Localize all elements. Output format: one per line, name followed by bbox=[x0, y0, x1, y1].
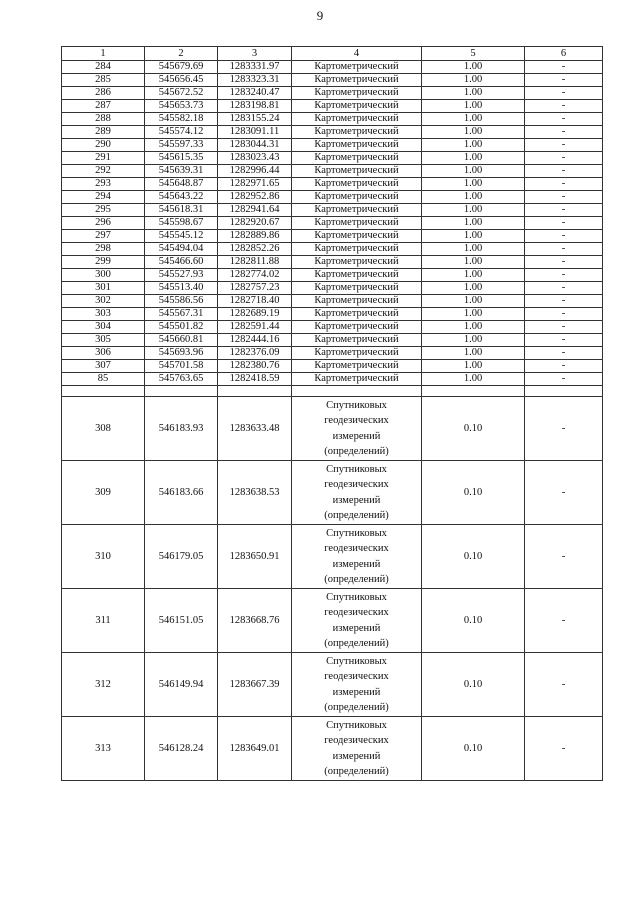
cell-point-number: 85 bbox=[62, 373, 145, 386]
cell-point-number: 297 bbox=[62, 230, 145, 243]
cell-note: - bbox=[525, 717, 603, 781]
cell-point-number: 310 bbox=[62, 525, 145, 589]
table-row bbox=[62, 334, 603, 347]
cell-method: Картометрический bbox=[292, 230, 422, 243]
cell-y-coordinate: 1283650.91 bbox=[218, 525, 292, 589]
cell-point-number: 312 bbox=[62, 653, 145, 717]
cell-x-coordinate: 546151.05 bbox=[145, 589, 218, 653]
cell-y-coordinate: 1282941.64 bbox=[218, 204, 292, 217]
cell-accuracy: 1.00 bbox=[422, 373, 525, 386]
cell-y-coordinate: 1283198.81 bbox=[218, 100, 292, 113]
cell-x-coordinate: 545513.40 bbox=[145, 282, 218, 295]
cell-accuracy: 1.00 bbox=[422, 100, 525, 113]
cell-point-number: 306 bbox=[62, 347, 145, 360]
cell-y-coordinate: 1282444.16 bbox=[218, 334, 292, 347]
cell-y-coordinate: 1282774.02 bbox=[218, 269, 292, 282]
cell-y-coordinate: 1282889.86 bbox=[218, 230, 292, 243]
table-row-blank bbox=[62, 386, 603, 397]
cell-point-number: 308 bbox=[62, 397, 145, 461]
cell-accuracy: 1.00 bbox=[422, 217, 525, 230]
cell-point-number: 294 bbox=[62, 191, 145, 204]
cell-note: - bbox=[525, 230, 603, 243]
cell-point-number: 305 bbox=[62, 334, 145, 347]
cell-note: - bbox=[525, 178, 603, 191]
table-row bbox=[62, 308, 603, 321]
cell-accuracy: 1.00 bbox=[422, 243, 525, 256]
cell-accuracy: 1.00 bbox=[422, 295, 525, 308]
cell-y-coordinate: 1283638.53 bbox=[218, 461, 292, 525]
cell-point-number: 295 bbox=[62, 204, 145, 217]
table-row bbox=[62, 178, 603, 191]
cell-accuracy: 0.10 bbox=[422, 717, 525, 781]
cell-method: Картометрический bbox=[292, 165, 422, 178]
table-row bbox=[62, 61, 603, 74]
table-row bbox=[62, 589, 603, 653]
cell-point-number: 284 bbox=[62, 61, 145, 74]
cell-x-coordinate: 545545.12 bbox=[145, 230, 218, 243]
cell-accuracy: 1.00 bbox=[422, 347, 525, 360]
table-row bbox=[62, 113, 603, 126]
cell-method bbox=[292, 653, 422, 717]
table-row bbox=[62, 256, 603, 269]
table-row bbox=[62, 230, 603, 243]
cell-accuracy: 1.00 bbox=[422, 165, 525, 178]
cell-x-coordinate: 545653.73 bbox=[145, 100, 218, 113]
table-row bbox=[62, 461, 603, 525]
cell-x-coordinate: 545494.04 bbox=[145, 243, 218, 256]
cell-y-coordinate: 1283023.43 bbox=[218, 152, 292, 165]
cell-point-number: 300 bbox=[62, 269, 145, 282]
cell-method: Картометрический bbox=[292, 373, 422, 386]
cell-x-coordinate: 545501.82 bbox=[145, 321, 218, 334]
table-row bbox=[62, 74, 603, 87]
cell-point-number: 301 bbox=[62, 282, 145, 295]
table-row bbox=[62, 269, 603, 282]
cell-note: - bbox=[525, 589, 603, 653]
cell-x-coordinate: 545679.69 bbox=[145, 61, 218, 74]
cell-empty bbox=[292, 386, 422, 397]
header-col-3: 3 bbox=[218, 47, 292, 61]
header-col-5: 5 bbox=[422, 47, 525, 61]
table-row bbox=[62, 243, 603, 256]
cell-note: - bbox=[525, 461, 603, 525]
cell-y-coordinate: 1283649.01 bbox=[218, 717, 292, 781]
header-col-1: 1 bbox=[62, 47, 145, 61]
cell-accuracy: 1.00 bbox=[422, 321, 525, 334]
cell-x-coordinate: 546128.24 bbox=[145, 717, 218, 781]
method-text: Спутниковых геодезических измерений (определений) bbox=[324, 463, 389, 521]
cell-accuracy: 1.00 bbox=[422, 178, 525, 191]
table-row bbox=[62, 653, 603, 717]
table-row bbox=[62, 525, 603, 589]
cell-y-coordinate: 1282920.67 bbox=[218, 217, 292, 230]
cell-x-coordinate: 545597.33 bbox=[145, 139, 218, 152]
cell-method: Картометрический bbox=[292, 191, 422, 204]
cell-note: - bbox=[525, 308, 603, 321]
table-row bbox=[62, 217, 603, 230]
method-text: Спутниковых геодезических измерений (определений) bbox=[324, 591, 389, 649]
cell-note: - bbox=[525, 152, 603, 165]
table-row bbox=[62, 204, 603, 217]
header-col-2: 2 bbox=[145, 47, 218, 61]
table-row bbox=[62, 87, 603, 100]
cell-note: - bbox=[525, 100, 603, 113]
method-text: Спутниковых геодезических измерений (определений) bbox=[324, 399, 389, 457]
cell-method: Картометрический bbox=[292, 100, 422, 113]
cell-note: - bbox=[525, 334, 603, 347]
cell-point-number: 289 bbox=[62, 126, 145, 139]
cell-point-number: 296 bbox=[62, 217, 145, 230]
cell-x-coordinate: 545648.87 bbox=[145, 178, 218, 191]
cell-x-coordinate: 545527.93 bbox=[145, 269, 218, 282]
cell-y-coordinate: 1282718.40 bbox=[218, 295, 292, 308]
cell-accuracy: 0.10 bbox=[422, 525, 525, 589]
cell-point-number: 309 bbox=[62, 461, 145, 525]
cell-note: - bbox=[525, 269, 603, 282]
cell-y-coordinate: 1282952.86 bbox=[218, 191, 292, 204]
cell-accuracy: 1.00 bbox=[422, 61, 525, 74]
table-row bbox=[62, 321, 603, 334]
cell-x-coordinate: 546183.93 bbox=[145, 397, 218, 461]
cell-point-number: 299 bbox=[62, 256, 145, 269]
cell-method: Картометрический bbox=[292, 217, 422, 230]
cell-method: Картометрический bbox=[292, 308, 422, 321]
cell-accuracy: 1.00 bbox=[422, 360, 525, 373]
table-row bbox=[62, 347, 603, 360]
method-text: Спутниковых геодезических измерений (определений) bbox=[324, 655, 389, 713]
cell-accuracy: 1.00 bbox=[422, 113, 525, 126]
cell-method: Картометрический bbox=[292, 282, 422, 295]
cell-x-coordinate: 546179.05 bbox=[145, 525, 218, 589]
cell-y-coordinate: 1282811.88 bbox=[218, 256, 292, 269]
cell-accuracy: 1.00 bbox=[422, 256, 525, 269]
cell-y-coordinate: 1282971.65 bbox=[218, 178, 292, 191]
cell-note: - bbox=[525, 525, 603, 589]
table-row bbox=[62, 295, 603, 308]
cell-accuracy: 1.00 bbox=[422, 152, 525, 165]
method-text: Спутниковых геодезических измерений (определений) bbox=[324, 527, 389, 585]
cell-y-coordinate: 1282852.26 bbox=[218, 243, 292, 256]
cell-point-number: 311 bbox=[62, 589, 145, 653]
table-row bbox=[62, 191, 603, 204]
cell-method: Картометрический bbox=[292, 295, 422, 308]
cell-method: Картометрический bbox=[292, 269, 422, 282]
cell-y-coordinate: 1282418.59 bbox=[218, 373, 292, 386]
cell-x-coordinate: 545574.12 bbox=[145, 126, 218, 139]
cell-note: - bbox=[525, 397, 603, 461]
cell-note: - bbox=[525, 347, 603, 360]
cell-note: - bbox=[525, 243, 603, 256]
coordinates-table bbox=[61, 46, 603, 781]
cell-note: - bbox=[525, 126, 603, 139]
cell-x-coordinate: 545618.31 bbox=[145, 204, 218, 217]
cell-note: - bbox=[525, 204, 603, 217]
cell-x-coordinate: 545660.81 bbox=[145, 334, 218, 347]
cell-point-number: 292 bbox=[62, 165, 145, 178]
cell-note: - bbox=[525, 74, 603, 87]
cell-y-coordinate: 1283633.48 bbox=[218, 397, 292, 461]
cell-method bbox=[292, 461, 422, 525]
cell-note: - bbox=[525, 360, 603, 373]
cell-x-coordinate: 545466.60 bbox=[145, 256, 218, 269]
header-col-4: 4 bbox=[292, 47, 422, 61]
table-body bbox=[62, 61, 603, 781]
cell-x-coordinate: 545615.35 bbox=[145, 152, 218, 165]
cell-method: Картометрический bbox=[292, 126, 422, 139]
cell-y-coordinate: 1283091.11 bbox=[218, 126, 292, 139]
cell-method: Картометрический bbox=[292, 360, 422, 373]
cell-method bbox=[292, 397, 422, 461]
cell-note: - bbox=[525, 217, 603, 230]
cell-method: Картометрический bbox=[292, 321, 422, 334]
cell-accuracy: 1.00 bbox=[422, 126, 525, 139]
cell-point-number: 302 bbox=[62, 295, 145, 308]
table-row bbox=[62, 397, 603, 461]
cell-note: - bbox=[525, 139, 603, 152]
cell-method: Картометрический bbox=[292, 243, 422, 256]
cell-x-coordinate: 546149.94 bbox=[145, 653, 218, 717]
cell-y-coordinate: 1282996.44 bbox=[218, 165, 292, 178]
cell-method bbox=[292, 525, 422, 589]
cell-point-number: 286 bbox=[62, 87, 145, 100]
cell-x-coordinate: 545586.56 bbox=[145, 295, 218, 308]
cell-x-coordinate: 545639.31 bbox=[145, 165, 218, 178]
cell-y-coordinate: 1282591.44 bbox=[218, 321, 292, 334]
cell-method bbox=[292, 589, 422, 653]
cell-accuracy: 0.10 bbox=[422, 397, 525, 461]
cell-accuracy: 1.00 bbox=[422, 204, 525, 217]
cell-y-coordinate: 1283668.76 bbox=[218, 589, 292, 653]
cell-accuracy: 0.10 bbox=[422, 589, 525, 653]
cell-point-number: 290 bbox=[62, 139, 145, 152]
cell-note: - bbox=[525, 61, 603, 74]
cell-method: Картометрический bbox=[292, 87, 422, 100]
cell-point-number: 287 bbox=[62, 100, 145, 113]
cell-empty bbox=[145, 386, 218, 397]
cell-x-coordinate: 545693.96 bbox=[145, 347, 218, 360]
cell-empty bbox=[525, 386, 603, 397]
cell-note: - bbox=[525, 282, 603, 295]
cell-x-coordinate: 545763.65 bbox=[145, 373, 218, 386]
cell-y-coordinate: 1283323.31 bbox=[218, 74, 292, 87]
cell-point-number: 291 bbox=[62, 152, 145, 165]
table-row bbox=[62, 152, 603, 165]
cell-note: - bbox=[525, 321, 603, 334]
cell-accuracy: 0.10 bbox=[422, 461, 525, 525]
cell-note: - bbox=[525, 295, 603, 308]
cell-empty bbox=[422, 386, 525, 397]
cell-y-coordinate: 1283240.47 bbox=[218, 87, 292, 100]
cell-y-coordinate: 1282757.23 bbox=[218, 282, 292, 295]
table-row bbox=[62, 139, 603, 152]
cell-y-coordinate: 1282376.09 bbox=[218, 347, 292, 360]
page-number: 9 bbox=[316, 8, 324, 23]
cell-empty bbox=[62, 386, 145, 397]
cell-accuracy: 1.00 bbox=[422, 308, 525, 321]
cell-accuracy: 1.00 bbox=[422, 87, 525, 100]
cell-method: Картометрический bbox=[292, 74, 422, 87]
cell-point-number: 304 bbox=[62, 321, 145, 334]
cell-x-coordinate: 545643.22 bbox=[145, 191, 218, 204]
cell-empty bbox=[218, 386, 292, 397]
table-row bbox=[62, 360, 603, 373]
cell-method: Картометрический bbox=[292, 204, 422, 217]
cell-point-number: 285 bbox=[62, 74, 145, 87]
cell-y-coordinate: 1283044.31 bbox=[218, 139, 292, 152]
table-row bbox=[62, 282, 603, 295]
table-row bbox=[62, 717, 603, 781]
cell-accuracy: 0.10 bbox=[422, 653, 525, 717]
cell-point-number: 288 bbox=[62, 113, 145, 126]
cell-x-coordinate: 546183.66 bbox=[145, 461, 218, 525]
cell-point-number: 298 bbox=[62, 243, 145, 256]
cell-method: Картометрический bbox=[292, 152, 422, 165]
cell-point-number: 303 bbox=[62, 308, 145, 321]
cell-accuracy: 1.00 bbox=[422, 230, 525, 243]
cell-point-number: 313 bbox=[62, 717, 145, 781]
cell-accuracy: 1.00 bbox=[422, 191, 525, 204]
cell-y-coordinate: 1282689.19 bbox=[218, 308, 292, 321]
cell-method: Картометрический bbox=[292, 113, 422, 126]
cell-accuracy: 1.00 bbox=[422, 269, 525, 282]
cell-method: Картометрический bbox=[292, 334, 422, 347]
cell-y-coordinate: 1283667.39 bbox=[218, 653, 292, 717]
cell-x-coordinate: 545582.18 bbox=[145, 113, 218, 126]
cell-accuracy: 1.00 bbox=[422, 74, 525, 87]
cell-x-coordinate: 545656.45 bbox=[145, 74, 218, 87]
cell-accuracy: 1.00 bbox=[422, 139, 525, 152]
cell-method: Картометрический bbox=[292, 256, 422, 269]
cell-method: Картометрический bbox=[292, 178, 422, 191]
cell-method: Картометрический bbox=[292, 139, 422, 152]
cell-method bbox=[292, 717, 422, 781]
cell-method: Картометрический bbox=[292, 61, 422, 74]
cell-y-coordinate: 1283331.97 bbox=[218, 61, 292, 74]
cell-note: - bbox=[525, 191, 603, 204]
table-row bbox=[62, 100, 603, 113]
cell-method: Картометрический bbox=[292, 347, 422, 360]
cell-note: - bbox=[525, 653, 603, 717]
table-row bbox=[62, 373, 603, 386]
cell-point-number: 307 bbox=[62, 360, 145, 373]
cell-note: - bbox=[525, 87, 603, 100]
cell-y-coordinate: 1282380.76 bbox=[218, 360, 292, 373]
cell-accuracy: 1.00 bbox=[422, 334, 525, 347]
cell-note: - bbox=[525, 165, 603, 178]
cell-x-coordinate: 545567.31 bbox=[145, 308, 218, 321]
table-row bbox=[62, 165, 603, 178]
method-text: Спутниковых геодезических измерений (определений) bbox=[324, 719, 389, 777]
cell-note: - bbox=[525, 256, 603, 269]
cell-note: - bbox=[525, 113, 603, 126]
cell-accuracy: 1.00 bbox=[422, 282, 525, 295]
table-header-row bbox=[62, 47, 603, 61]
cell-y-coordinate: 1283155.24 bbox=[218, 113, 292, 126]
header-col-6: 6 bbox=[525, 47, 603, 61]
table-row bbox=[62, 126, 603, 139]
cell-note: - bbox=[525, 373, 603, 386]
cell-x-coordinate: 545598.67 bbox=[145, 217, 218, 230]
cell-x-coordinate: 545701.58 bbox=[145, 360, 218, 373]
cell-point-number: 293 bbox=[62, 178, 145, 191]
cell-x-coordinate: 545672.52 bbox=[145, 87, 218, 100]
